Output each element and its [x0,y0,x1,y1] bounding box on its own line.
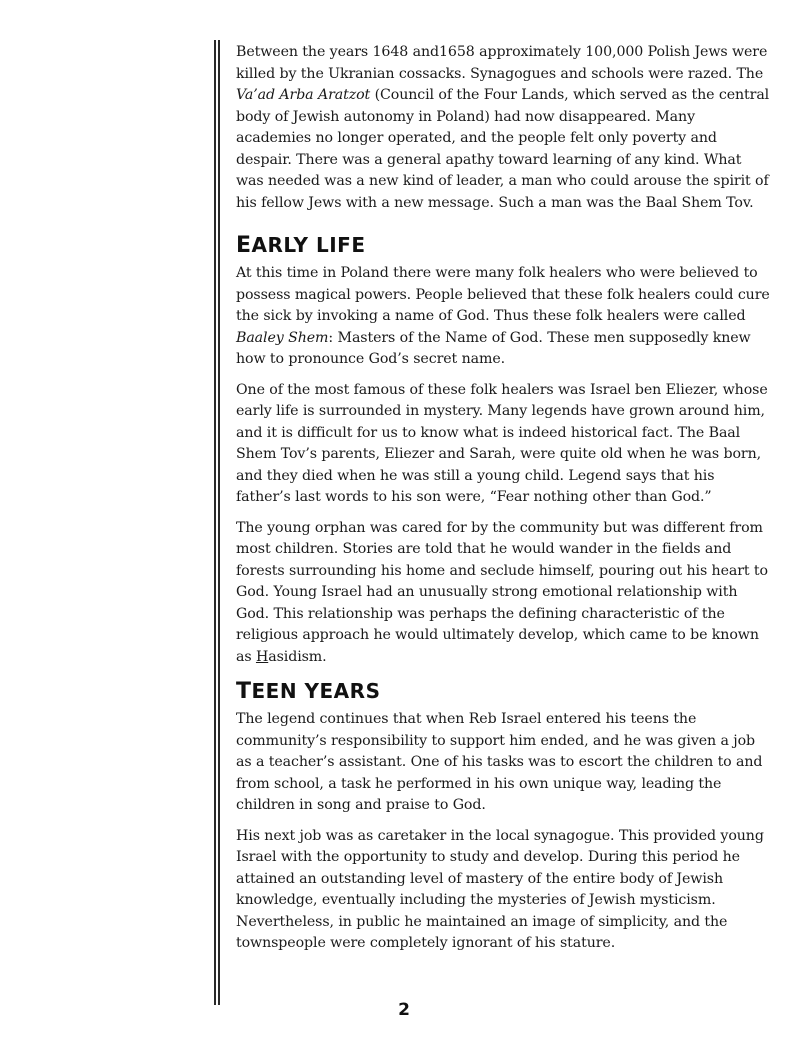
early-life-paragraph-1 [236,263,770,371]
heading-early-life [236,232,770,259]
early-life-paragraph-2: One of the most famous of these folk healers was Israel ben Eliezer, whose early life is surrounded in mystery. Many legends have grown around him, and it is difficult for us to know what is indeed historical fact. The Baal Shem Tov’s parents, Eliezer and Sarah, were quite old when he was born, and they died when he was still a young child. Legend says that his father’s last words to his son were, “Fear nothing other than God.” [236,381,768,505]
early-life-p3-text-1: The young orphan was cared for by the community but was different from most children. Stories are told that he would wander in the fields and forests surrounding his home and seclude himself, pouring out his heart to God. Young Israel had an unusually strong emotional relationship with God. This relationship was perhaps the defining characteristic of the religious approach he would ultimately develop, which came to be known as [236,519,768,665]
teen-years-paragraph-2: His next job was as caretaker in the local synagogue. This provided young Israel with the opportunity to study and develop. During this period he attained an outstanding level of mastery of the entire body of Jewish knowledge, eventually including the mysteries of Jewish mysticism. Nevertheless, in public he maintained an image of simplicity, and the townspeople were completely ignorant of his stature. [236,827,764,951]
heading-teen-years-initial: T [236,679,252,704]
margin-rule-right [218,40,220,1005]
main-text-column [236,42,770,964]
early-life-p3-text-2: asidism. [268,648,327,665]
intro-paragraph [236,42,770,214]
heading-early-life-rest: ARLY LIFE [251,233,366,257]
page-number: 2 [398,1000,410,1020]
heading-teen-years-rest: EEN YEARS [251,679,381,703]
intro-text-1: Between the years 1648 and1658 approximately 100,000 Polish Jews were killed by the Ukranian cossacks. Synagogues and schools were razed. The [236,44,768,82]
teen-years-paragraph-1: The legend continues that when Reb Israel entered his teens the community’s responsibility to support him ended, and he was given a job as a teacher’s assistant. One of his tasks was to escort the children to and from school, a task he performed in his own unique way, leading the children in song and praise to God. [236,711,763,813]
margin-rule-left [214,40,216,1005]
heading-teen-years [236,678,770,705]
early-life-p1-text-1: At this time in Poland there were many folk healers who were believed to possess magical powers. People believed that these folk healers could cure the sick by invoking a name of God. Thus these folk healers were called [236,265,770,324]
early-life-p1-text-2: : Masters of the Name of God. These men supposedly knew how to pronounce God’s secret name. [236,329,751,367]
intro-text-2: (Council of the Four Lands, which served as the central body of Jewish autonomy in Poland) had now disappeared. Many academies no longer operated, and the people felt only poverty and despair. There was a general apathy toward learning of any kind. What was needed was a new kind of leader, a man who could arouse the spirit of his fellow Jews with a new message. Such a man was the Baal Shem Tov. [236,87,770,211]
early-life-paragraph-3 [236,518,770,669]
heading-early-life-initial: E [236,233,252,258]
early-life-p1-italic: Baaley Shem [236,329,329,346]
intro-italic-term: Va’ad Arba Aratzot [236,87,371,103]
early-life-p3-underlined-letter: H [255,648,269,665]
